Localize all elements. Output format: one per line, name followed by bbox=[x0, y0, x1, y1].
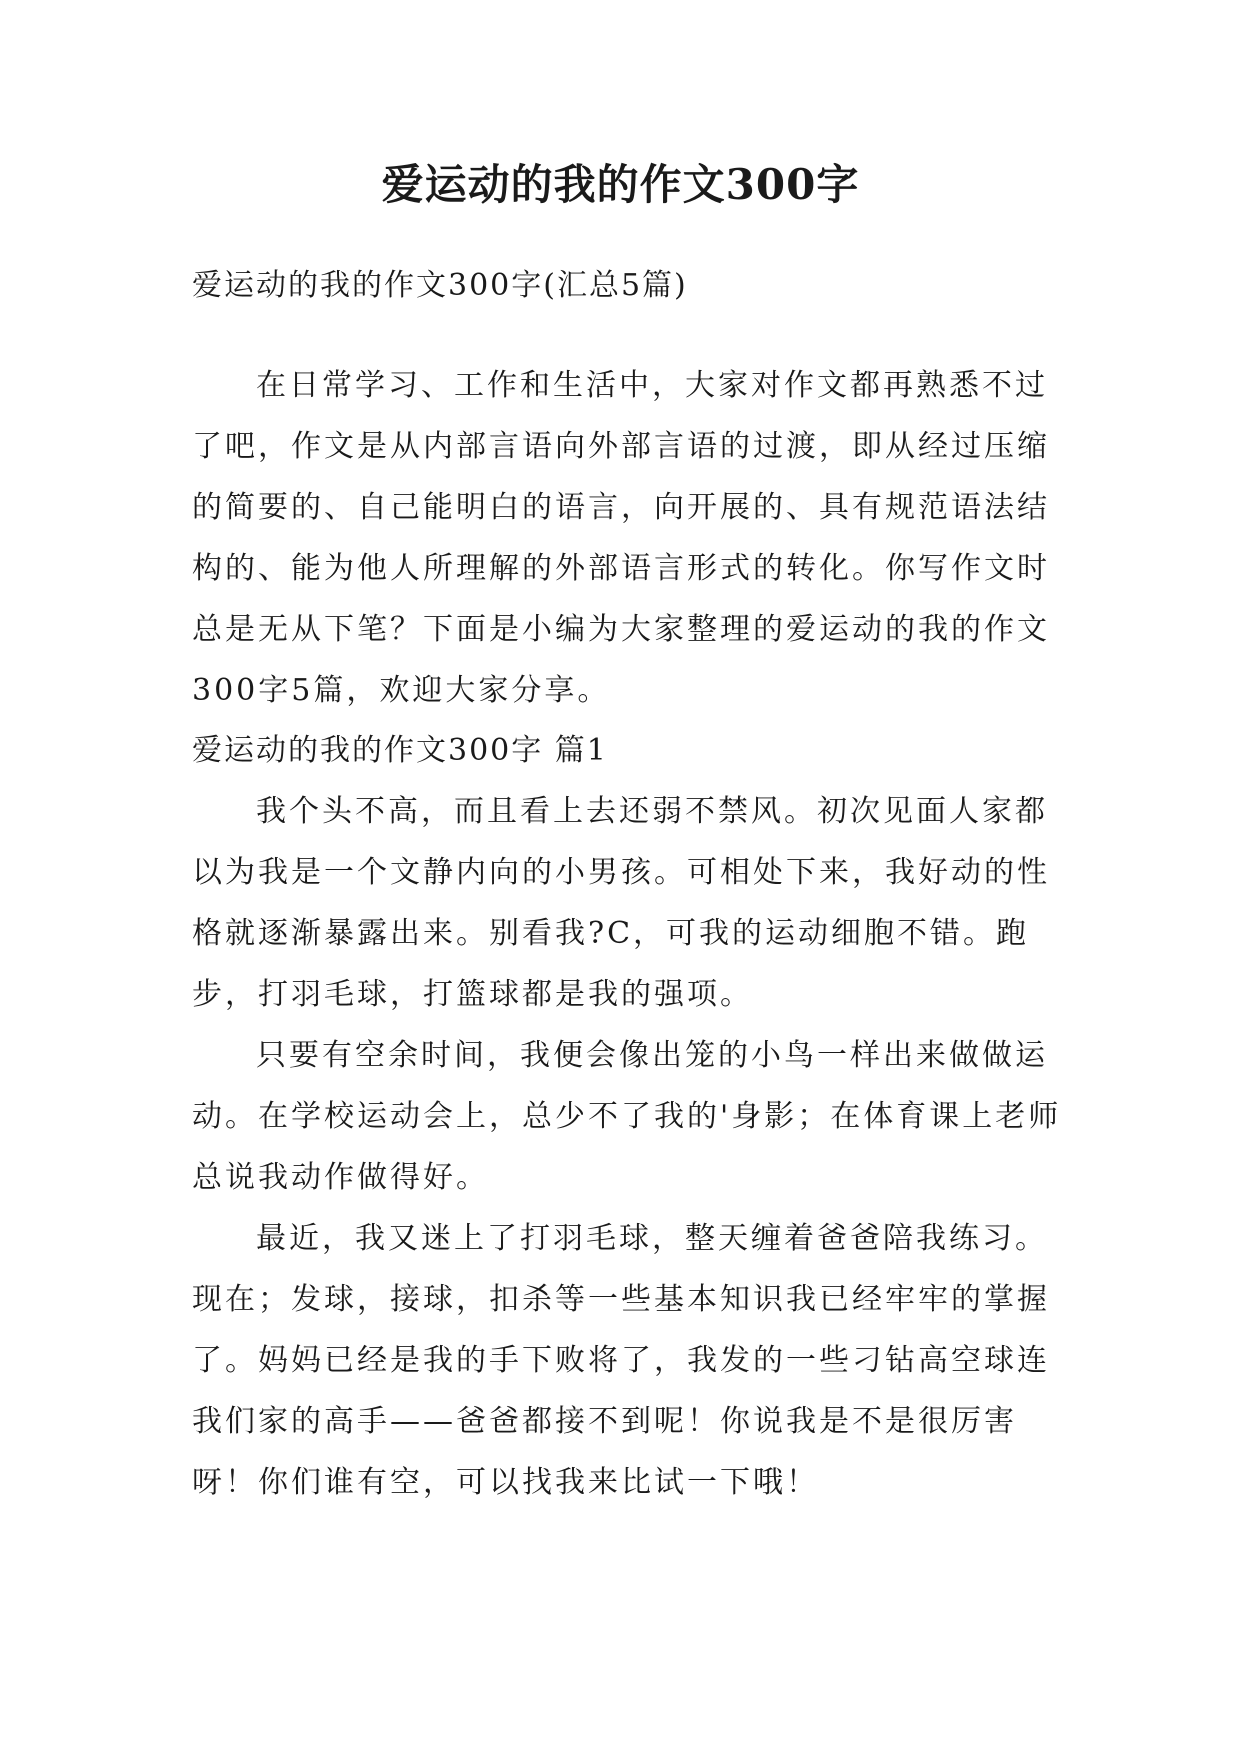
body-paragraph: 我个头不高，而且看上去还弱不禁风。初次见面人家都以为我是一个文静内向的小男孩。可相处下来，我好动的性格就逐渐暴露出来。别看我?C，可我的运动细胞不错。跑步，打羽毛球，打篮球都是我的强项。 bbox=[192, 794, 1050, 1012]
section-heading: 爱运动的我的作文300字 篇1 bbox=[192, 733, 608, 768]
document-subtitle: 爱运动的我的作文300字(汇总5篇) bbox=[192, 268, 688, 303]
body-paragraph: 只要有空余时间，我便会像出笼的小鸟一样出来做做运动。在学校运动会上，总少不了我的'身影；在体育课上老师总说我动作做得好。 bbox=[192, 1038, 1062, 1195]
body-paragraph: 最近，我又迷上了打羽毛球，整天缠着爸爸陪我练习。现在；发球，接球，扣杀等一些基本知识我已经牢牢的掌握了。妈妈已经是我的手下败将了，我发的一些刁钻高空球连我们家的高手——爸爸都接不到呢！你说我是不是很厉害呀！你们谁有空，可以找我来比试一下哦！ bbox=[192, 1221, 1050, 1500]
intro-paragraph: 在日常学习、工作和生活中，大家对作文都再熟悉不过了吧，作文是从内部言语向外部言语的过渡，即从经过压缩的简要的、自己能明白的语言，向开展的、具有规范语法结构的、能为他人所理解的外部语言形式的转化。你写作文时总是无从下笔？下面是小编为大家整理的爱运动的我的作文300字5篇，欢迎大家分享。 bbox=[192, 368, 1050, 708]
document-title: 爱运动的我的作文300字 bbox=[381, 160, 860, 209]
